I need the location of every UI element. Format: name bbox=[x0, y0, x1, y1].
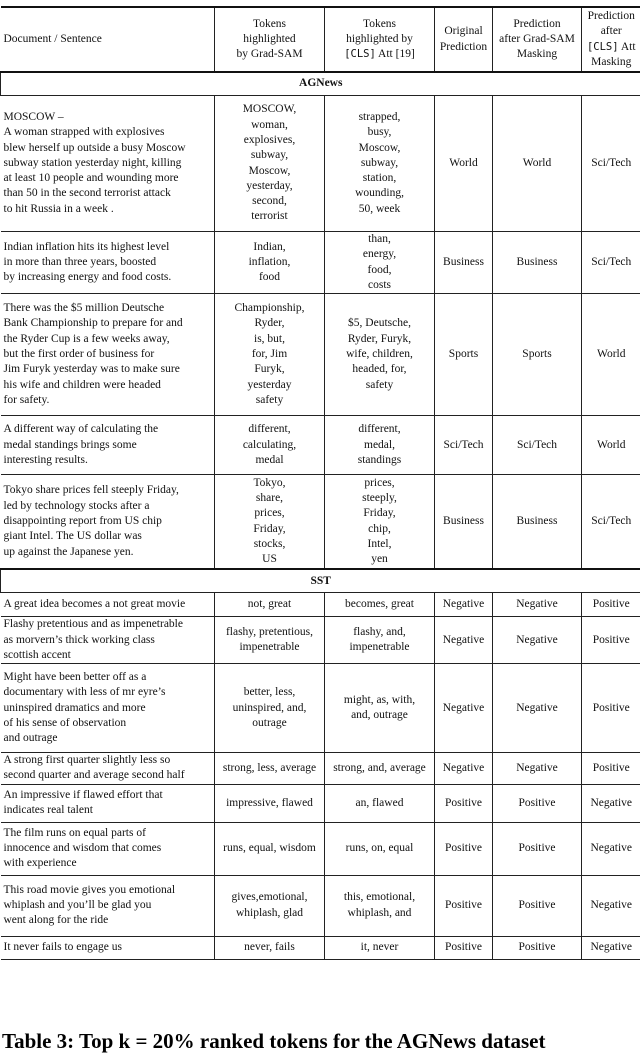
doc-line: giant Intel. The US dollar was bbox=[4, 530, 142, 542]
document-cell bbox=[1, 784, 215, 822]
results-table bbox=[0, 6, 640, 960]
cls-line: different, bbox=[358, 423, 400, 435]
document-cell bbox=[1, 753, 215, 785]
table-row bbox=[1, 822, 640, 875]
gradsam-tokens-cell bbox=[215, 936, 325, 959]
doc-line: scottish accent bbox=[4, 649, 71, 661]
doc-line: by increasing energy and food costs. bbox=[4, 271, 172, 283]
cls-line: steeply, bbox=[362, 492, 397, 504]
cls-line: $5, Deutsche, bbox=[348, 317, 411, 329]
doc-line: as morvern’s thick working class bbox=[4, 634, 155, 646]
after-gradsam-prediction-cell: Negative bbox=[493, 664, 582, 753]
cls-line: standings bbox=[358, 454, 401, 466]
gradsam-line: Championship, bbox=[235, 302, 305, 314]
doc-line: and outrage bbox=[4, 732, 58, 744]
gradsam-tokens-cell bbox=[215, 96, 325, 232]
doc-line: at least 10 people and wounding more bbox=[4, 172, 179, 184]
original-prediction-cell: Positive bbox=[435, 784, 493, 822]
doc-line: MOSCOW – bbox=[4, 111, 64, 123]
cls-line: strong, and, average bbox=[333, 762, 426, 774]
cls-line: flashy, and, bbox=[353, 626, 406, 638]
gradsam-tokens-cell bbox=[215, 875, 325, 936]
table-row bbox=[1, 875, 640, 936]
after-cls-prediction-cell: Negative bbox=[582, 784, 640, 822]
after-cls-prediction-cell: Positive bbox=[582, 753, 640, 785]
header-after-gradsam: Prediction after Grad-SAM Masking bbox=[493, 7, 582, 72]
document-cell bbox=[1, 416, 215, 475]
cls-line: becomes, great bbox=[345, 598, 414, 610]
cls-line: Intel, bbox=[368, 538, 392, 550]
cls-tokens-cell bbox=[325, 875, 435, 936]
cls-line: Ryder, Furyk, bbox=[348, 333, 411, 345]
cls-tokens-cell bbox=[325, 753, 435, 785]
doc-line: interesting results. bbox=[4, 454, 88, 466]
doc-line: A strong first quarter slightly less so bbox=[4, 754, 171, 766]
cls-line: this, emotional, bbox=[344, 891, 415, 903]
doc-line: uninspired dramatics and more bbox=[4, 702, 146, 714]
doc-line: An impressive if flawed effort that bbox=[4, 789, 163, 801]
doc-line: A great idea becomes a not great movie bbox=[4, 598, 186, 610]
section-title: SST bbox=[1, 569, 640, 593]
after-gradsam-prediction-cell: Positive bbox=[493, 875, 582, 936]
document-cell bbox=[1, 593, 215, 617]
doc-line: whiplash and you’ll be glad you bbox=[4, 899, 152, 911]
cls-line: medal, bbox=[364, 439, 395, 451]
doc-line: innocence and wisdom that comes bbox=[4, 842, 162, 854]
gradsam-line: outrage bbox=[252, 717, 286, 729]
after-gradsam-prediction-cell: Negative bbox=[493, 617, 582, 664]
cls-line: safety bbox=[366, 379, 393, 391]
doc-line: up against the Japanese yen. bbox=[4, 546, 134, 558]
cls-line: whiplash, and bbox=[348, 907, 412, 919]
gradsam-tokens-cell bbox=[215, 617, 325, 664]
gradsam-tokens-cell bbox=[215, 475, 325, 570]
gradsam-line: flashy, pretentious, bbox=[226, 626, 313, 638]
doc-line: documentary with less of mr eyre’s bbox=[4, 686, 166, 698]
table-row bbox=[1, 416, 640, 475]
original-prediction-cell: Negative bbox=[435, 593, 493, 617]
doc-line: than 50 in the second terrorist attack bbox=[4, 187, 171, 199]
gradsam-line: terrorist bbox=[251, 210, 287, 222]
gradsam-line: safety bbox=[256, 394, 283, 406]
after-cls-prediction-cell: Negative bbox=[582, 936, 640, 959]
gradsam-tokens-cell bbox=[215, 753, 325, 785]
document-cell bbox=[1, 936, 215, 959]
gradsam-tokens-cell bbox=[215, 416, 325, 475]
cls-line: wounding, bbox=[355, 187, 404, 199]
doc-line: his wife and children were headed bbox=[4, 379, 161, 391]
cls-line: Friday, bbox=[363, 507, 395, 519]
gradsam-line: Moscow, bbox=[249, 165, 291, 177]
gradsam-line: for, Jim bbox=[252, 348, 287, 360]
after-cls-prediction-cell: Negative bbox=[582, 875, 640, 936]
cls-line: energy, bbox=[363, 248, 396, 260]
doc-line: with experience bbox=[4, 857, 77, 869]
table-row bbox=[1, 753, 640, 785]
gradsam-line: uninspired, and, bbox=[233, 702, 307, 714]
header-after-cls: Prediction after [CLS] Att Masking bbox=[582, 7, 640, 72]
document-cell bbox=[1, 294, 215, 416]
gradsam-line: different, bbox=[248, 423, 290, 435]
cls-line: strapped, bbox=[359, 111, 401, 123]
gradsam-line: strong, less, average bbox=[223, 762, 316, 774]
after-gradsam-prediction-cell: Positive bbox=[493, 936, 582, 959]
after-cls-prediction-cell: Positive bbox=[582, 617, 640, 664]
cls-tokens-cell bbox=[325, 232, 435, 294]
after-cls-prediction-cell: Sci/Tech bbox=[582, 232, 640, 294]
doc-line: The film runs on equal parts of bbox=[4, 827, 146, 839]
doc-line: There was the $5 million Deutsche bbox=[4, 302, 165, 314]
cls-tokens-cell bbox=[325, 784, 435, 822]
after-cls-prediction-cell: World bbox=[582, 294, 640, 416]
original-prediction-cell: Negative bbox=[435, 664, 493, 753]
gradsam-line: woman, bbox=[251, 119, 288, 131]
gradsam-line: stocks, bbox=[254, 538, 286, 550]
doc-line: subway station yesterday night, killing bbox=[4, 157, 182, 169]
table-row bbox=[1, 784, 640, 822]
gradsam-line: yesterday bbox=[247, 379, 291, 391]
section-row bbox=[1, 72, 640, 96]
gradsam-line: impenetrable bbox=[239, 641, 299, 653]
gradsam-line: second, bbox=[252, 195, 287, 207]
gradsam-line: whiplash, glad bbox=[236, 907, 303, 919]
cls-tokens-cell bbox=[325, 822, 435, 875]
cls-tokens-cell bbox=[325, 294, 435, 416]
table-row bbox=[1, 294, 640, 416]
cls-tokens-cell bbox=[325, 416, 435, 475]
cls-line: impenetrable bbox=[349, 641, 409, 653]
cls-line: and, outrage bbox=[351, 709, 408, 721]
gradsam-line: food bbox=[259, 271, 280, 283]
original-prediction-cell: Sports bbox=[435, 294, 493, 416]
document-cell bbox=[1, 822, 215, 875]
document-cell bbox=[1, 232, 215, 294]
gradsam-line: explosives, bbox=[244, 134, 295, 146]
original-prediction-cell: Positive bbox=[435, 822, 493, 875]
gradsam-line: Friday, bbox=[253, 523, 285, 535]
table-row bbox=[1, 593, 640, 617]
cls-tokens-cell bbox=[325, 96, 435, 232]
gradsam-line: never, fails bbox=[244, 941, 295, 953]
gradsam-line: prices, bbox=[254, 507, 284, 519]
section-title: AGNews bbox=[1, 72, 640, 96]
doc-line: went along for the ride bbox=[4, 914, 109, 926]
cls-line: 50, week bbox=[359, 203, 401, 215]
gradsam-tokens-cell bbox=[215, 822, 325, 875]
cls-line: busy, bbox=[368, 126, 392, 138]
gradsam-line: Ryder, bbox=[254, 317, 284, 329]
doc-line: Bank Championship to prepare for and bbox=[4, 317, 183, 329]
doc-line: A woman strapped with explosives bbox=[4, 126, 165, 138]
gradsam-line: is, but, bbox=[254, 333, 285, 345]
original-prediction-cell: Business bbox=[435, 475, 493, 570]
original-prediction-cell: Positive bbox=[435, 936, 493, 959]
after-gradsam-prediction-cell: World bbox=[493, 96, 582, 232]
cls-line: runs, on, equal bbox=[346, 842, 414, 854]
after-gradsam-prediction-cell: Business bbox=[493, 232, 582, 294]
header-gradsam-tokens: Tokens highlighted by Grad-SAM bbox=[215, 7, 325, 72]
doc-line: Flashy pretentious and as impenetrable bbox=[4, 618, 183, 630]
header-original-prediction: Original Prediction bbox=[435, 7, 493, 72]
table-row bbox=[1, 936, 640, 959]
gradsam-line: medal bbox=[255, 454, 283, 466]
after-cls-prediction-cell: Positive bbox=[582, 664, 640, 753]
cls-tokens-cell bbox=[325, 936, 435, 959]
document-cell bbox=[1, 96, 215, 232]
doc-line: the Ryder Cup is a few weeks away, bbox=[4, 333, 170, 345]
cls-line: headed, for, bbox=[352, 363, 406, 375]
header-cls-tokens: Tokens highlighted by [CLS] Att [19] bbox=[325, 7, 435, 72]
gradsam-line: Tokyo, bbox=[253, 477, 285, 489]
original-prediction-cell: Business bbox=[435, 232, 493, 294]
doc-line: second quarter and average second half bbox=[4, 769, 185, 781]
table-row bbox=[1, 475, 640, 570]
after-gradsam-prediction-cell: Sports bbox=[493, 294, 582, 416]
gradsam-tokens-cell bbox=[215, 664, 325, 753]
doc-line: for safety. bbox=[4, 394, 50, 406]
gradsam-line: MOSCOW, bbox=[243, 103, 297, 115]
table-row bbox=[1, 664, 640, 753]
after-gradsam-prediction-cell: Positive bbox=[493, 784, 582, 822]
doc-line: Might have been better off as a bbox=[4, 671, 147, 683]
doc-line: blew herself up outside a busy Moscow bbox=[4, 142, 186, 154]
table-caption: Table 3: Top k = 20% ranked tokens for the AGNews dataset bbox=[2, 1029, 640, 1053]
gradsam-line: calculating, bbox=[243, 439, 296, 451]
table-row bbox=[1, 96, 640, 232]
document-cell bbox=[1, 617, 215, 664]
doc-line: indicates real talent bbox=[4, 804, 93, 816]
cls-tokens-cell bbox=[325, 593, 435, 617]
section-row bbox=[1, 569, 640, 593]
doc-line: in more than three years, boosted bbox=[4, 256, 157, 268]
header-document: Document / Sentence bbox=[1, 7, 215, 72]
gradsam-line: runs, equal, wisdom bbox=[223, 842, 316, 854]
gradsam-line: subway, bbox=[251, 149, 288, 161]
cls-line: costs bbox=[368, 279, 391, 291]
doc-line: Indian inflation hits its highest level bbox=[4, 241, 170, 253]
after-gradsam-prediction-cell: Sci/Tech bbox=[493, 416, 582, 475]
doc-line: Jim Furyk yesterday was to make sure bbox=[4, 363, 180, 375]
original-prediction-cell: World bbox=[435, 96, 493, 232]
original-prediction-cell: Negative bbox=[435, 753, 493, 785]
after-gradsam-prediction-cell: Positive bbox=[493, 822, 582, 875]
document-cell bbox=[1, 475, 215, 570]
table-row bbox=[1, 617, 640, 664]
cls-line: Moscow, bbox=[359, 142, 401, 154]
gradsam-line: yesterday, bbox=[246, 180, 292, 192]
gradsam-line: Furyk, bbox=[254, 363, 284, 375]
cls-tokens-cell bbox=[325, 664, 435, 753]
doc-line: It never fails to engage us bbox=[4, 941, 122, 953]
doc-line: but the first order of business for bbox=[4, 348, 155, 360]
after-cls-prediction-cell: Sci/Tech bbox=[582, 475, 640, 570]
after-gradsam-prediction-cell: Negative bbox=[493, 753, 582, 785]
gradsam-line: share, bbox=[256, 492, 283, 504]
gradsam-line: US bbox=[262, 553, 277, 565]
after-cls-prediction-cell: Sci/Tech bbox=[582, 96, 640, 232]
document-cell bbox=[1, 875, 215, 936]
gradsam-line: Indian, bbox=[253, 241, 285, 253]
gradsam-tokens-cell bbox=[215, 232, 325, 294]
original-prediction-cell: Sci/Tech bbox=[435, 416, 493, 475]
gradsam-line: better, less, bbox=[244, 686, 296, 698]
doc-line: medal standings brings some bbox=[4, 439, 137, 451]
gradsam-line: inflation, bbox=[249, 256, 291, 268]
table-row bbox=[1, 232, 640, 294]
cls-line: food, bbox=[368, 264, 392, 276]
doc-line: This road movie gives you emotional bbox=[4, 884, 176, 896]
table-header-row bbox=[1, 7, 640, 72]
document-cell bbox=[1, 664, 215, 753]
gradsam-tokens-cell bbox=[215, 294, 325, 416]
doc-line: Tokyo share prices fell steeply Friday, bbox=[4, 484, 179, 496]
gradsam-tokens-cell bbox=[215, 784, 325, 822]
cls-line: chip, bbox=[368, 523, 391, 535]
cls-tokens-cell bbox=[325, 475, 435, 570]
doc-line: to hit Russia in a week . bbox=[4, 203, 114, 215]
after-cls-prediction-cell: Negative bbox=[582, 822, 640, 875]
after-cls-prediction-cell: Positive bbox=[582, 593, 640, 617]
gradsam-line: gives,emotional, bbox=[231, 891, 307, 903]
after-cls-prediction-cell: World bbox=[582, 416, 640, 475]
original-prediction-cell: Positive bbox=[435, 875, 493, 936]
cls-tokens-cell bbox=[325, 617, 435, 664]
doc-line: disappointing report from US chip bbox=[4, 515, 162, 527]
doc-line: of his sense of observation bbox=[4, 717, 127, 729]
after-gradsam-prediction-cell: Business bbox=[493, 475, 582, 570]
doc-line: A different way of calculating the bbox=[4, 423, 159, 435]
gradsam-tokens-cell bbox=[215, 593, 325, 617]
cls-line: station, bbox=[363, 172, 397, 184]
gradsam-line: impressive, flawed bbox=[226, 797, 313, 809]
cls-line: might, as, with, bbox=[344, 694, 415, 706]
original-prediction-cell: Negative bbox=[435, 617, 493, 664]
cls-line: it, never bbox=[361, 941, 399, 953]
cls-line: than, bbox=[368, 233, 391, 245]
cls-line: yen bbox=[371, 553, 388, 565]
cls-line: wife, children, bbox=[346, 348, 413, 360]
cls-line: subway, bbox=[361, 157, 398, 169]
after-gradsam-prediction-cell: Negative bbox=[493, 593, 582, 617]
gradsam-line: not, great bbox=[248, 598, 291, 610]
cls-line: an, flawed bbox=[356, 797, 404, 809]
doc-line: led by technology stocks after a bbox=[4, 500, 150, 512]
cls-line: prices, bbox=[364, 477, 394, 489]
